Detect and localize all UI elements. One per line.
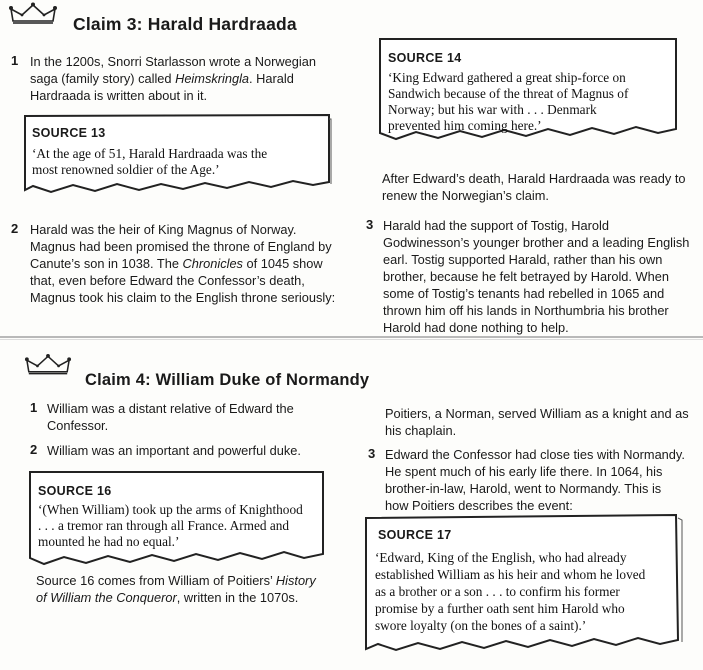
source-16-label: SOURCE 16: [38, 484, 112, 498]
claim4-item-1-number: 1: [30, 400, 38, 415]
claim4-item-1-text: William was a distant relative of Edward the Confessor.: [47, 401, 294, 433]
claim4-after-source-16: Source 16 comes from William of Poitiers’ History of William the Conqueror, written in the 1070s.: [36, 573, 316, 605]
claim4-title: Claim 4: William Duke of Normandy: [85, 371, 370, 389]
source-14-label: SOURCE 14: [388, 51, 462, 65]
claim3-item-2-text: Harald was the heir of King Magnus of Norway. Magnus had been promised the throne of England by Canute’s son in 1038. The Chronicles of 1045 show that, even before Edward the Confessor’s death, Magnus took his claim to the English throne seriously:: [30, 222, 336, 305]
source-13-label: SOURCE 13: [32, 126, 106, 140]
source-13-quote: ‘At the age of 51, Harald Hardraada was the most renowned soldier of the Age.’: [32, 146, 268, 177]
claim4-right-continuation: Poitiers, a Norman, served William as a knight and as his chaplain.: [385, 406, 689, 438]
claim4-item-2-text: William was an important and powerful duke.: [47, 443, 301, 458]
claim4-item-3-number: 3: [368, 446, 376, 461]
claim3-after-source-14: After Edward’s death, Harald Hardraada was ready to renew the Norwegian’s claim.: [382, 171, 686, 203]
claim3-item-1-number: 1: [11, 53, 19, 68]
section-divider: [0, 336, 703, 338]
source-13-box: [23, 114, 331, 200]
claim3-item-2-number: 2: [11, 221, 19, 236]
source-14-box: [378, 37, 678, 145]
source-14-quote: ‘King Edward gathered a great ship-force on Sandwich because of the threat of Magnus of Norway; but his war with . . . Denmark prevented him coming here.’: [388, 70, 629, 133]
claim4-item-3-text: Edward the Confessor had close ties with Normandy. He spent much of his early life there. In 1064, his brother-in-law, Harold, went to Normandy. This is how Poitiers describes the event:: [385, 447, 685, 513]
source-16-box: [28, 470, 325, 570]
claim3-title: Claim 3: Harald Hardraada: [73, 14, 297, 34]
claim3-item-1-text: In the 1200s, Snorri Starlasson wrote a Norwegian saga (family story) called Heimskringla. Harald Hardraada is written about in it.: [30, 54, 316, 103]
source-16-quote: ‘(When William) took up the arms of Knighthood . . . a tremor ran through all France. Armed and mounted he had no equal.’: [38, 502, 303, 549]
crown-icon: [24, 353, 72, 377]
source-17-quote: ‘Edward, King of the English, who had already established William as his heir and whom he loved as a brother or a son . . . to confirm his former promise by a further oath sent him Harold who swore loyalty (on the bones of a saint).’: [375, 550, 646, 633]
section-divider-shadow: [0, 339, 703, 340]
source-17-box: [364, 514, 684, 662]
claim4-item-2-number: 2: [30, 442, 38, 457]
claim3-item-3-number: 3: [366, 217, 374, 232]
source-17-label: SOURCE 17: [378, 528, 452, 542]
claim3-item-3-text: Harald had the support of Tostig, Harold Godwinesson’s younger brother and a leading English earl. Tostig supported Harald, rather than his own brother, because he felt betrayed by Harold. When some of Tostig’s tenants had rebelled in 1065 and thrown him off his lands in Northumbria his brother Harold had done nothing to help.: [383, 218, 690, 335]
crown-icon: [8, 2, 58, 26]
